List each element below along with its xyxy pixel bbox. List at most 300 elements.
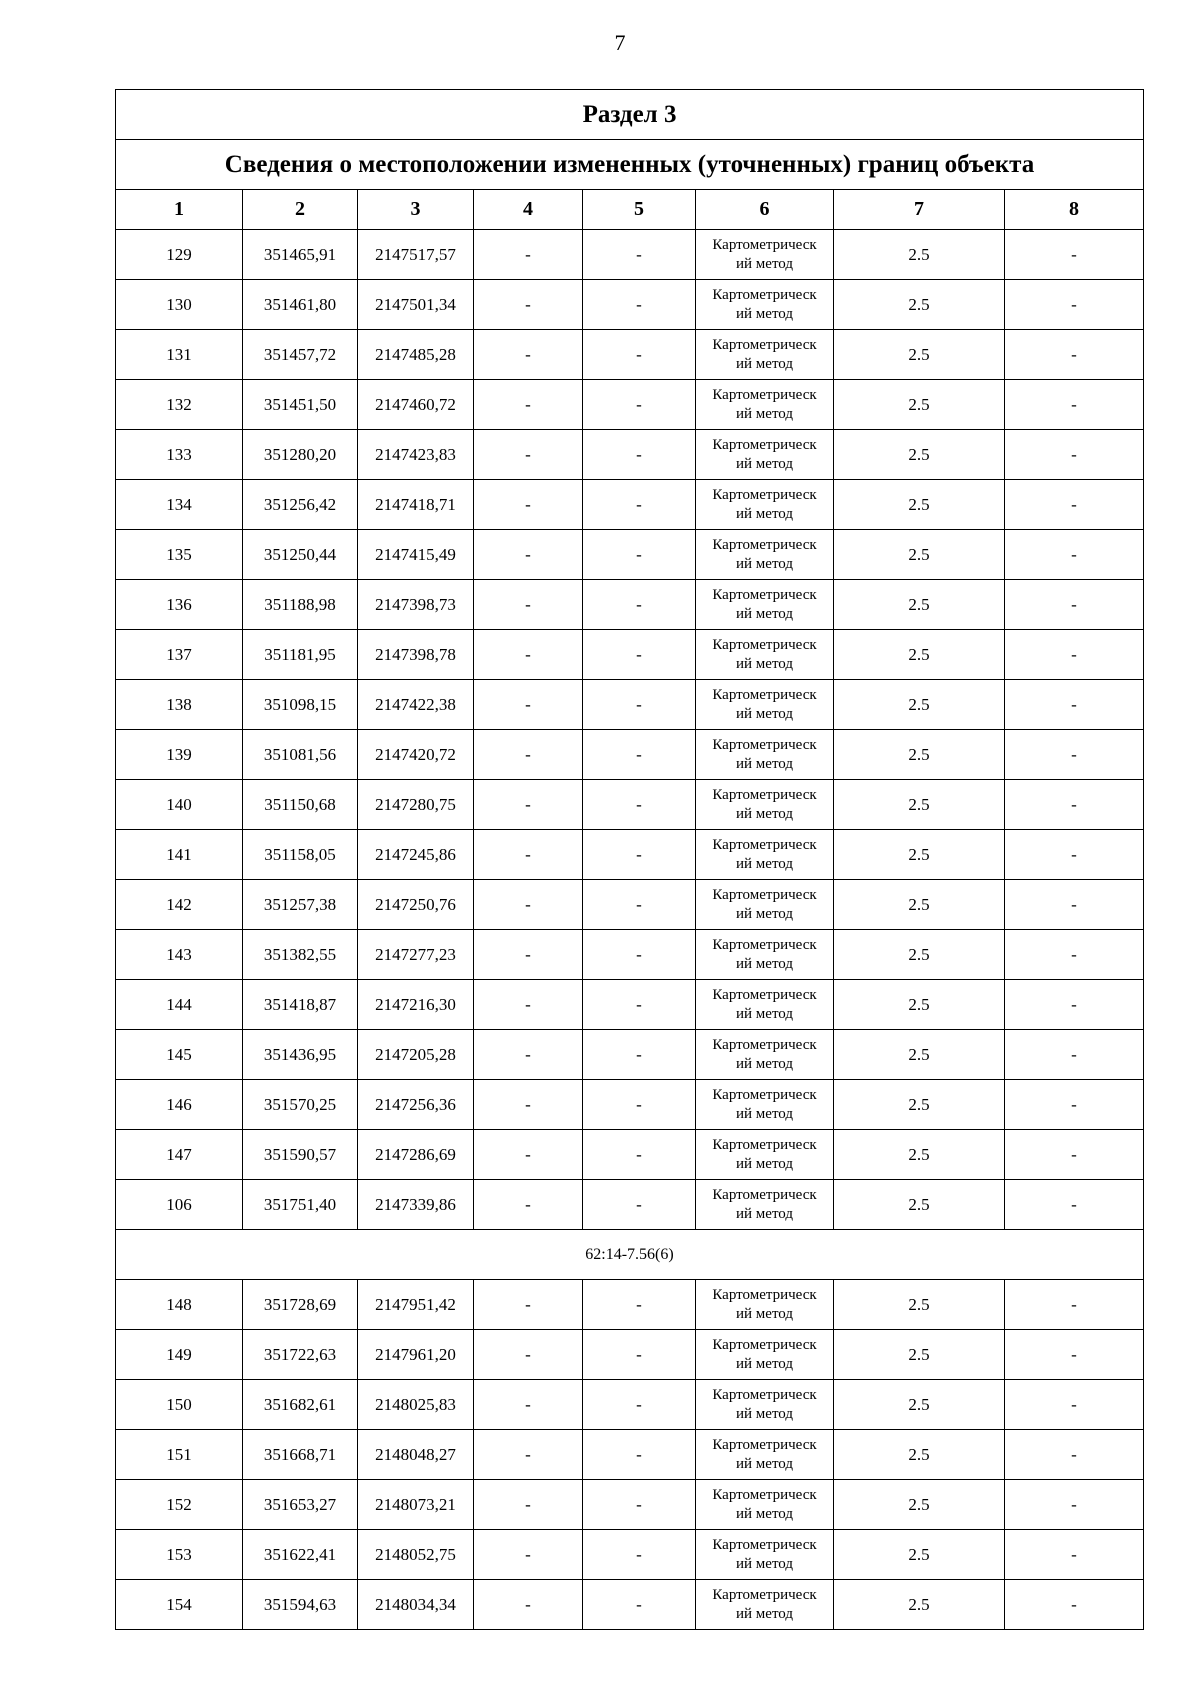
col4-cell: - bbox=[474, 530, 583, 580]
col4-cell: - bbox=[474, 1430, 583, 1480]
table-row bbox=[116, 1380, 1144, 1430]
x-coordinate-cell: 351653,27 bbox=[243, 1480, 358, 1530]
table-row bbox=[116, 480, 1144, 530]
method-text-line1: Картометрическ bbox=[712, 1586, 817, 1603]
x-coordinate-cell: 351461,80 bbox=[243, 280, 358, 330]
x-coordinate-cell: 351728,69 bbox=[243, 1280, 358, 1330]
method-text-line2: ий метод bbox=[735, 1405, 793, 1422]
table-row bbox=[116, 680, 1144, 730]
x-coordinate-cell: 351098,15 bbox=[243, 680, 358, 730]
method-cell bbox=[696, 1330, 834, 1380]
accuracy-cell: 2.5 bbox=[834, 1380, 1005, 1430]
y-coordinate-cell: 2147501,34 bbox=[358, 280, 474, 330]
col5-cell: - bbox=[583, 830, 696, 880]
col4-cell: - bbox=[474, 380, 583, 430]
col4-cell: - bbox=[474, 930, 583, 980]
accuracy-cell: 2.5 bbox=[834, 1530, 1005, 1580]
col4-cell: - bbox=[474, 1080, 583, 1130]
col8-cell: - bbox=[1005, 730, 1144, 780]
accuracy-cell: 2.5 bbox=[834, 1280, 1005, 1330]
point-number-cell: 136 bbox=[116, 580, 243, 630]
point-number-cell: 130 bbox=[116, 280, 243, 330]
method-text-line2: ий метод bbox=[735, 455, 793, 472]
col4-cell: - bbox=[474, 1530, 583, 1580]
method-cell bbox=[696, 980, 834, 1030]
x-coordinate-cell: 351382,55 bbox=[243, 930, 358, 980]
col4-cell: - bbox=[474, 1180, 583, 1230]
x-coordinate-cell: 351181,95 bbox=[243, 630, 358, 680]
y-coordinate-cell: 2147517,57 bbox=[358, 230, 474, 280]
method-cell bbox=[696, 230, 834, 280]
col5-cell: - bbox=[583, 280, 696, 330]
method-text-line2: ий метод bbox=[735, 1205, 793, 1222]
point-number-cell: 138 bbox=[116, 680, 243, 730]
accuracy-cell: 2.5 bbox=[834, 780, 1005, 830]
col8-cell: - bbox=[1005, 1580, 1144, 1630]
point-number-cell: 143 bbox=[116, 930, 243, 980]
method-cell bbox=[696, 480, 834, 530]
table-row bbox=[116, 1330, 1144, 1380]
method-text-line2: ий метод bbox=[735, 1505, 793, 1522]
method-cell bbox=[696, 1580, 834, 1630]
col8-cell: - bbox=[1005, 580, 1144, 630]
col8-cell: - bbox=[1005, 1280, 1144, 1330]
method-cell bbox=[696, 630, 834, 680]
method-text-line1: Картометрическ bbox=[712, 936, 817, 953]
col5-cell: - bbox=[583, 730, 696, 780]
y-coordinate-cell: 2148025,83 bbox=[358, 1380, 474, 1430]
x-coordinate-cell: 351081,56 bbox=[243, 730, 358, 780]
x-coordinate-cell: 351668,71 bbox=[243, 1430, 358, 1480]
x-coordinate-cell: 351418,87 bbox=[243, 980, 358, 1030]
col5-cell: - bbox=[583, 1280, 696, 1330]
table-row bbox=[116, 230, 1144, 280]
column-header: 7 bbox=[834, 190, 1005, 230]
accuracy-cell: 2.5 bbox=[834, 1430, 1005, 1480]
col5-cell: - bbox=[583, 580, 696, 630]
point-number-cell: 153 bbox=[116, 1530, 243, 1580]
accuracy-cell: 2.5 bbox=[834, 330, 1005, 380]
accuracy-cell: 2.5 bbox=[834, 380, 1005, 430]
y-coordinate-cell: 2147280,75 bbox=[358, 780, 474, 830]
col5-cell: - bbox=[583, 1430, 696, 1480]
col8-cell: - bbox=[1005, 980, 1144, 1030]
y-coordinate-cell: 2148052,75 bbox=[358, 1530, 474, 1580]
col5-cell: - bbox=[583, 930, 696, 980]
col5-cell: - bbox=[583, 1330, 696, 1380]
x-coordinate-cell: 351451,50 bbox=[243, 380, 358, 430]
col5-cell: - bbox=[583, 380, 696, 430]
col8-cell: - bbox=[1005, 330, 1144, 380]
col4-cell: - bbox=[474, 480, 583, 530]
y-coordinate-cell: 2147398,78 bbox=[358, 630, 474, 680]
col8-cell: - bbox=[1005, 1330, 1144, 1380]
table-row bbox=[116, 530, 1144, 580]
method-text-line1: Картометрическ bbox=[712, 586, 817, 603]
col5-cell: - bbox=[583, 1580, 696, 1630]
col8-cell: - bbox=[1005, 780, 1144, 830]
column-header: 1 bbox=[116, 190, 243, 230]
y-coordinate-cell: 2147245,86 bbox=[358, 830, 474, 880]
col4-cell: - bbox=[474, 630, 583, 680]
col4-cell: - bbox=[474, 880, 583, 930]
method-text-line2: ий метод bbox=[735, 255, 793, 272]
x-coordinate-cell: 351250,44 bbox=[243, 530, 358, 580]
col4-cell: - bbox=[474, 230, 583, 280]
table-row bbox=[116, 1030, 1144, 1080]
point-number-cell: 151 bbox=[116, 1430, 243, 1480]
accuracy-cell: 2.5 bbox=[834, 280, 1005, 330]
method-text-line1: Картометрическ bbox=[712, 1136, 817, 1153]
method-cell bbox=[696, 380, 834, 430]
point-number-cell: 135 bbox=[116, 530, 243, 580]
col5-cell: - bbox=[583, 880, 696, 930]
table-row bbox=[116, 630, 1144, 680]
col8-cell: - bbox=[1005, 880, 1144, 930]
y-coordinate-cell: 2147216,30 bbox=[358, 980, 474, 1030]
column-header: 3 bbox=[358, 190, 474, 230]
method-cell bbox=[696, 680, 834, 730]
method-cell bbox=[696, 530, 834, 580]
col4-cell: - bbox=[474, 680, 583, 730]
x-coordinate-cell: 351188,98 bbox=[243, 580, 358, 630]
method-text-line2: ий метод bbox=[735, 1455, 793, 1472]
table-row bbox=[116, 830, 1144, 880]
method-text-line1: Картометрическ bbox=[712, 386, 817, 403]
col5-cell: - bbox=[583, 680, 696, 730]
method-cell bbox=[696, 930, 834, 980]
method-cell bbox=[696, 330, 834, 380]
table-row bbox=[116, 1580, 1144, 1630]
col8-cell: - bbox=[1005, 1080, 1144, 1130]
point-number-cell: 144 bbox=[116, 980, 243, 1030]
col8-cell: - bbox=[1005, 1030, 1144, 1080]
col8-cell: - bbox=[1005, 230, 1144, 280]
column-header: 8 bbox=[1005, 190, 1144, 230]
column-header: 2 bbox=[243, 190, 358, 230]
section-title-row bbox=[116, 90, 1144, 140]
accuracy-cell: 2.5 bbox=[834, 730, 1005, 780]
point-number-cell: 129 bbox=[116, 230, 243, 280]
method-cell bbox=[696, 780, 834, 830]
method-text-line2: ий метод bbox=[735, 905, 793, 922]
col5-cell: - bbox=[583, 1530, 696, 1580]
point-number-cell: 154 bbox=[116, 1580, 243, 1630]
x-coordinate-cell: 351457,72 bbox=[243, 330, 358, 380]
x-coordinate-cell: 351150,68 bbox=[243, 780, 358, 830]
col8-cell: - bbox=[1005, 1180, 1144, 1230]
col8-cell: - bbox=[1005, 1380, 1144, 1430]
table-row bbox=[116, 1480, 1144, 1530]
section-title: Раздел 3 bbox=[116, 90, 1144, 140]
col5-cell: - bbox=[583, 1480, 696, 1530]
accuracy-cell: 2.5 bbox=[834, 980, 1005, 1030]
x-coordinate-cell: 351280,20 bbox=[243, 430, 358, 480]
method-text-line1: Картометрическ bbox=[712, 536, 817, 553]
method-cell bbox=[696, 1180, 834, 1230]
accuracy-cell: 2.5 bbox=[834, 1030, 1005, 1080]
method-text-line1: Картометрическ bbox=[712, 1186, 817, 1203]
table-row bbox=[116, 780, 1144, 830]
method-text-line2: ий метод bbox=[735, 1105, 793, 1122]
column-header-row bbox=[116, 190, 1144, 230]
x-coordinate-cell: 351465,91 bbox=[243, 230, 358, 280]
accuracy-cell: 2.5 bbox=[834, 430, 1005, 480]
col4-cell: - bbox=[474, 1330, 583, 1380]
method-text-line2: ий метод bbox=[735, 305, 793, 322]
accuracy-cell: 2.5 bbox=[834, 880, 1005, 930]
col5-cell: - bbox=[583, 480, 696, 530]
col4-cell: - bbox=[474, 430, 583, 480]
y-coordinate-cell: 2147277,23 bbox=[358, 930, 474, 980]
col5-cell: - bbox=[583, 1180, 696, 1230]
point-number-cell: 142 bbox=[116, 880, 243, 930]
method-text-line1: Картометрическ bbox=[712, 336, 817, 353]
col4-cell: - bbox=[474, 1280, 583, 1330]
y-coordinate-cell: 2148073,21 bbox=[358, 1480, 474, 1530]
point-number-cell: 146 bbox=[116, 1080, 243, 1130]
point-number-cell: 152 bbox=[116, 1480, 243, 1530]
point-number-cell: 149 bbox=[116, 1330, 243, 1380]
point-number-cell: 132 bbox=[116, 380, 243, 430]
point-number-cell: 150 bbox=[116, 1380, 243, 1430]
method-text-line1: Картометрическ bbox=[712, 1336, 817, 1353]
col5-cell: - bbox=[583, 1080, 696, 1130]
accuracy-cell: 2.5 bbox=[834, 1130, 1005, 1180]
x-coordinate-cell: 351751,40 bbox=[243, 1180, 358, 1230]
point-number-cell: 139 bbox=[116, 730, 243, 780]
accuracy-cell: 2.5 bbox=[834, 480, 1005, 530]
x-coordinate-cell: 351570,25 bbox=[243, 1080, 358, 1130]
x-coordinate-cell: 351622,41 bbox=[243, 1530, 358, 1580]
method-text-line2: ий метод bbox=[735, 755, 793, 772]
column-header: 4 bbox=[474, 190, 583, 230]
col5-cell: - bbox=[583, 330, 696, 380]
y-coordinate-cell: 2147423,83 bbox=[358, 430, 474, 480]
method-cell bbox=[696, 830, 834, 880]
method-text-line2: ий метод bbox=[735, 1305, 793, 1322]
y-coordinate-cell: 2147961,20 bbox=[358, 1330, 474, 1380]
col8-cell: - bbox=[1005, 1430, 1144, 1480]
method-text-line2: ий метод bbox=[735, 605, 793, 622]
method-text-line1: Картометрическ bbox=[712, 286, 817, 303]
table-row bbox=[116, 1080, 1144, 1130]
point-number-cell: 133 bbox=[116, 430, 243, 480]
column-header: 6 bbox=[696, 190, 834, 230]
col8-cell: - bbox=[1005, 830, 1144, 880]
method-text-line1: Картометрическ bbox=[712, 1286, 817, 1303]
parcel-group-row bbox=[116, 1230, 1144, 1280]
table-row bbox=[116, 1130, 1144, 1180]
col4-cell: - bbox=[474, 1030, 583, 1080]
method-text-line1: Картометрическ bbox=[712, 886, 817, 903]
method-text-line1: Картометрическ bbox=[712, 836, 817, 853]
y-coordinate-cell: 2148048,27 bbox=[358, 1430, 474, 1480]
table-row bbox=[116, 380, 1144, 430]
col8-cell: - bbox=[1005, 630, 1144, 680]
method-text-line1: Картометрическ bbox=[712, 786, 817, 803]
y-coordinate-cell: 2147422,38 bbox=[358, 680, 474, 730]
table-row bbox=[116, 1280, 1144, 1330]
method-text-line2: ий метод bbox=[735, 655, 793, 672]
point-number-cell: 148 bbox=[116, 1280, 243, 1330]
col5-cell: - bbox=[583, 530, 696, 580]
method-text-line2: ий метод bbox=[735, 855, 793, 872]
col5-cell: - bbox=[583, 630, 696, 680]
y-coordinate-cell: 2148034,34 bbox=[358, 1580, 474, 1630]
col8-cell: - bbox=[1005, 1480, 1144, 1530]
table-row bbox=[116, 330, 1144, 380]
col4-cell: - bbox=[474, 1130, 583, 1180]
point-number-cell: 147 bbox=[116, 1130, 243, 1180]
col8-cell: - bbox=[1005, 380, 1144, 430]
col8-cell: - bbox=[1005, 430, 1144, 480]
table-row bbox=[116, 730, 1144, 780]
method-text-line2: ий метод bbox=[735, 505, 793, 522]
x-coordinate-cell: 351158,05 bbox=[243, 830, 358, 880]
col8-cell: - bbox=[1005, 1130, 1144, 1180]
method-text-line2: ий метод bbox=[735, 1005, 793, 1022]
point-number-cell: 140 bbox=[116, 780, 243, 830]
method-cell bbox=[696, 580, 834, 630]
col4-cell: - bbox=[474, 980, 583, 1030]
method-text-line2: ий метод bbox=[735, 705, 793, 722]
method-text-line2: ий метод bbox=[735, 1555, 793, 1572]
col5-cell: - bbox=[583, 980, 696, 1030]
col4-cell: - bbox=[474, 280, 583, 330]
method-text-line1: Картометрическ bbox=[712, 1036, 817, 1053]
y-coordinate-cell: 2147460,72 bbox=[358, 380, 474, 430]
col4-cell: - bbox=[474, 730, 583, 780]
x-coordinate-cell: 351682,61 bbox=[243, 1380, 358, 1430]
accuracy-cell: 2.5 bbox=[834, 680, 1005, 730]
point-number-cell: 106 bbox=[116, 1180, 243, 1230]
method-text-line1: Картометрическ bbox=[712, 986, 817, 1003]
col8-cell: - bbox=[1005, 530, 1144, 580]
y-coordinate-cell: 2147420,72 bbox=[358, 730, 474, 780]
col5-cell: - bbox=[583, 1030, 696, 1080]
boundary-table bbox=[115, 89, 1144, 1630]
accuracy-cell: 2.5 bbox=[834, 830, 1005, 880]
col4-cell: - bbox=[474, 1380, 583, 1430]
table-row bbox=[116, 1430, 1144, 1480]
accuracy-cell: 2.5 bbox=[834, 530, 1005, 580]
method-text-line1: Картометрическ bbox=[712, 236, 817, 253]
method-cell bbox=[696, 880, 834, 930]
point-number-cell: 134 bbox=[116, 480, 243, 530]
y-coordinate-cell: 2147205,28 bbox=[358, 1030, 474, 1080]
column-header: 5 bbox=[583, 190, 696, 230]
method-cell bbox=[696, 280, 834, 330]
x-coordinate-cell: 351590,57 bbox=[243, 1130, 358, 1180]
x-coordinate-cell: 351257,38 bbox=[243, 880, 358, 930]
accuracy-cell: 2.5 bbox=[834, 580, 1005, 630]
x-coordinate-cell: 351256,42 bbox=[243, 480, 358, 530]
method-cell bbox=[696, 1030, 834, 1080]
table-row bbox=[116, 580, 1144, 630]
x-coordinate-cell: 351436,95 bbox=[243, 1030, 358, 1080]
accuracy-cell: 2.5 bbox=[834, 1580, 1005, 1630]
method-text-line2: ий метод bbox=[735, 955, 793, 972]
method-cell bbox=[696, 730, 834, 780]
col4-cell: - bbox=[474, 330, 583, 380]
accuracy-cell: 2.5 bbox=[834, 1080, 1005, 1130]
section-subtitle-row bbox=[116, 140, 1144, 190]
method-text-line1: Картометрическ bbox=[712, 736, 817, 753]
accuracy-cell: 2.5 bbox=[834, 1480, 1005, 1530]
y-coordinate-cell: 2147250,76 bbox=[358, 880, 474, 930]
method-text-line1: Картометрическ bbox=[712, 1536, 817, 1553]
method-text-line1: Картометрическ bbox=[712, 1386, 817, 1403]
method-cell bbox=[696, 1380, 834, 1430]
method-text-line2: ий метод bbox=[735, 1605, 793, 1622]
method-text-line1: Картометрическ bbox=[712, 486, 817, 503]
method-text-line2: ий метод bbox=[735, 405, 793, 422]
method-text-line1: Картометрическ bbox=[712, 1436, 817, 1453]
table-row bbox=[116, 1180, 1144, 1230]
table-row bbox=[116, 430, 1144, 480]
y-coordinate-cell: 2147398,73 bbox=[358, 580, 474, 630]
method-cell bbox=[696, 1430, 834, 1480]
parcel-group-label: 62:14-7.56(6) bbox=[116, 1230, 1144, 1280]
section-subtitle: Сведения о местоположении измененных (уточненных) границ объекта bbox=[116, 140, 1144, 190]
method-cell bbox=[696, 1130, 834, 1180]
col5-cell: - bbox=[583, 430, 696, 480]
col4-cell: - bbox=[474, 830, 583, 880]
table-row bbox=[116, 280, 1144, 330]
method-text-line2: ий метод bbox=[735, 1355, 793, 1372]
table-row bbox=[116, 1530, 1144, 1580]
method-cell bbox=[696, 1280, 834, 1330]
y-coordinate-cell: 2147485,28 bbox=[358, 330, 474, 380]
col4-cell: - bbox=[474, 580, 583, 630]
y-coordinate-cell: 2147256,36 bbox=[358, 1080, 474, 1130]
x-coordinate-cell: 351594,63 bbox=[243, 1580, 358, 1630]
accuracy-cell: 2.5 bbox=[834, 1330, 1005, 1380]
table-row bbox=[116, 880, 1144, 930]
method-text-line1: Картометрическ bbox=[712, 636, 817, 653]
method-text-line2: ий метод bbox=[735, 805, 793, 822]
point-number-cell: 137 bbox=[116, 630, 243, 680]
point-number-cell: 141 bbox=[116, 830, 243, 880]
method-cell bbox=[696, 1080, 834, 1130]
accuracy-cell: 2.5 bbox=[834, 230, 1005, 280]
col8-cell: - bbox=[1005, 480, 1144, 530]
col8-cell: - bbox=[1005, 1530, 1144, 1580]
col4-cell: - bbox=[474, 780, 583, 830]
method-text-line2: ий метод bbox=[735, 1155, 793, 1172]
y-coordinate-cell: 2147415,49 bbox=[358, 530, 474, 580]
col8-cell: - bbox=[1005, 280, 1144, 330]
table-row bbox=[116, 930, 1144, 980]
method-cell bbox=[696, 430, 834, 480]
y-coordinate-cell: 2147951,42 bbox=[358, 1280, 474, 1330]
col4-cell: - bbox=[474, 1480, 583, 1530]
point-number-cell: 131 bbox=[116, 330, 243, 380]
col4-cell: - bbox=[474, 1580, 583, 1630]
accuracy-cell: 2.5 bbox=[834, 930, 1005, 980]
col5-cell: - bbox=[583, 230, 696, 280]
method-text-line2: ий метод bbox=[735, 1055, 793, 1072]
y-coordinate-cell: 2147286,69 bbox=[358, 1130, 474, 1180]
col8-cell: - bbox=[1005, 930, 1144, 980]
col8-cell: - bbox=[1005, 680, 1144, 730]
page-number: 7 bbox=[614, 30, 626, 55]
accuracy-cell: 2.5 bbox=[834, 1180, 1005, 1230]
method-text-line1: Картометрическ bbox=[712, 686, 817, 703]
x-coordinate-cell: 351722,63 bbox=[243, 1330, 358, 1380]
y-coordinate-cell: 2147339,86 bbox=[358, 1180, 474, 1230]
